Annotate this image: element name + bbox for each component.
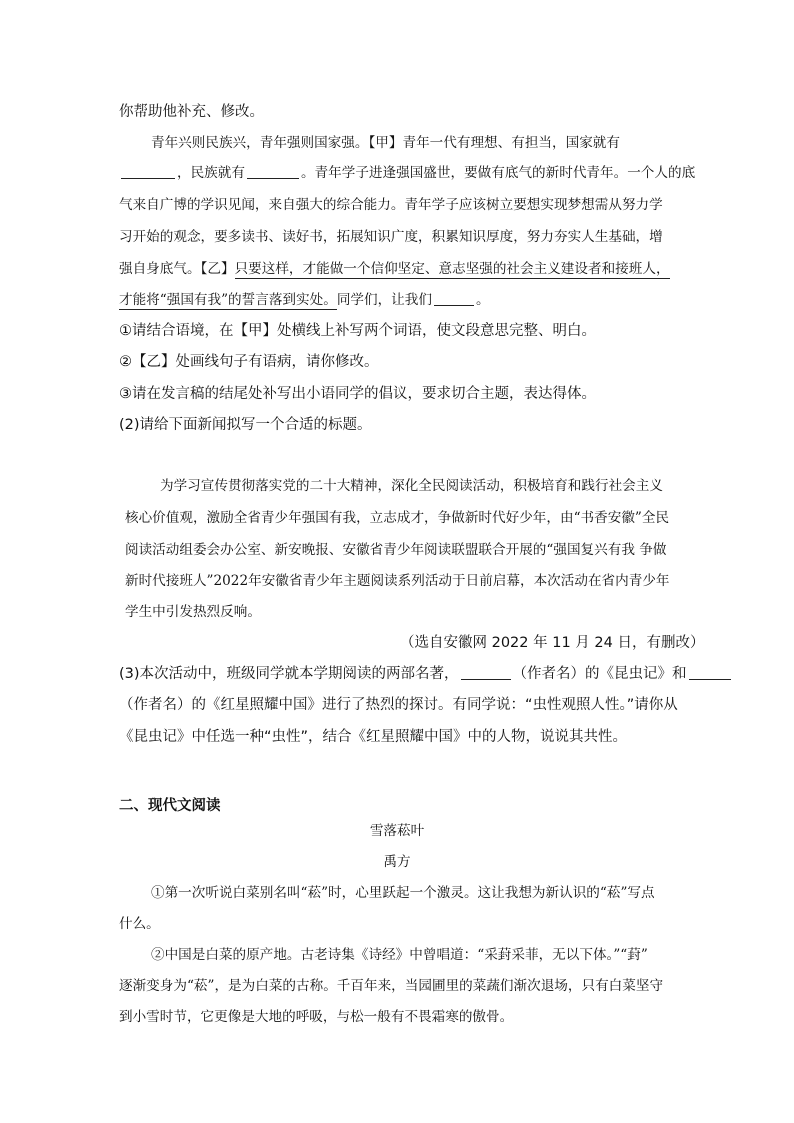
article-paragraph-line: 到小雪时节，它更像是大地的呼吸，与松一般有不畏霜寒的傲骨。 [119,1009,514,1025]
intro-text: 你帮助他补充、修改。 [119,104,264,120]
speech-line: 青年兴则民族兴，青年强则国家强。【甲】青年一代有理想、有担当，国家就有 [151,135,620,151]
speech-line: 才能将“强国有我”的誓言落到实处。同学们，让我们 。 [119,292,490,308]
news-source: （选自安徽网 2022 年 11 月 24 日，有删改） [400,635,705,651]
article-paragraph-line: ①第一次听说白菜别名叫“菘”时，心里跃起一个激灵。这让我想为新认识的“菘”写点 [151,885,655,901]
fill-blank[interactable] [689,664,731,680]
news-line: 为学习宣传贯彻落实党的二十大精神，深化全民阅读活动，积极培育和践行社会主义 [160,478,663,494]
underlined-sentence: 只要这样，才能做一个信仰坚定、意志坚强的社会主义建设者和接班人， [234,261,670,277]
fill-blank[interactable] [434,290,474,306]
news-line: 新时代接班人”2022年安徽省青少年主题阅读系列活动于日前启幕，本次活动在省内青少年 [125,573,670,589]
section-heading: 二、现代文阅读 [119,798,221,814]
question-4: (2)请给下面新闻拟写一个合适的标题。 [119,417,372,433]
underlined-sentence: 才能将“强国有我”的誓言落到实处。 [119,292,337,308]
question-1: ①请结合语境，在【甲】处横线上补写两个词语，使文段意思完整、明白。 [119,323,596,339]
fill-blank[interactable] [247,163,299,179]
news-line: 学生中引发热烈反响。 [125,604,261,620]
speech-line: ，民族就有 。青年学子进逢强国盛世，要做有底气的新时代青年。一个人的底 [119,163,695,183]
article-title: 雪落菘叶 [369,823,425,839]
news-line: 阅读活动组委会办公室、新安晚报、安徽省青少年阅读联盟联合开展的“强国复兴有我 争做 [125,542,667,558]
news-line: 核心价值观，激励全省青少年强国有我，立志成才，争做新时代好少年，由“书香安徽”全民 [125,510,670,526]
fill-blank[interactable] [121,163,175,179]
article-author: 禹方 [383,854,411,870]
article-paragraph-line: 什么。 [119,916,160,932]
question-5-line: 《昆虫记》中任选一种“虫性”，结合《红星照耀中国》中的人物，说说其共性。 [119,729,628,745]
speech-line: 气来自广博的学识见闻，来自强大的综合能力。青年学子应该树立要想实现梦想需从努力学 [119,197,663,213]
speech-line: 习开始的观念，要多读书、读好书，拓展知识广度，积累知识厚度，努力夯实人生基础，增 [119,229,663,245]
question-2: ②【乙】处画线句子有语病，请你修改。 [119,354,379,370]
question-5-line: (3)本次活动中，班级同学就本学期阅读的两部名著， （作者名）的《昆虫记》和 [119,664,733,684]
fill-blank[interactable] [461,664,511,680]
article-paragraph-line: ②中国是白菜的原产地。古老诗集《诗经》中曾唱道：“采葑采菲，无以下体。”“葑” [151,947,648,963]
question-3: ③请在发言稿的结尾处补写出小语同学的倡议，要求切合主题，表达得体。 [119,386,596,402]
article-paragraph-line: 逐渐变身为“菘”，是为白菜的古称。千百年来，当园圃里的菜蔬们渐次退场，只有白菜坚守 [119,978,664,994]
speech-line: 强自身底气。【乙】只要这样，才能做一个信仰坚定、意志坚强的社会主义建设者和接班人， [119,261,670,277]
question-5-line: （作者名）的《红星照耀中国》进行了热烈的探讨。有同学说：“虫性观照人性。”请你从 [119,697,678,713]
